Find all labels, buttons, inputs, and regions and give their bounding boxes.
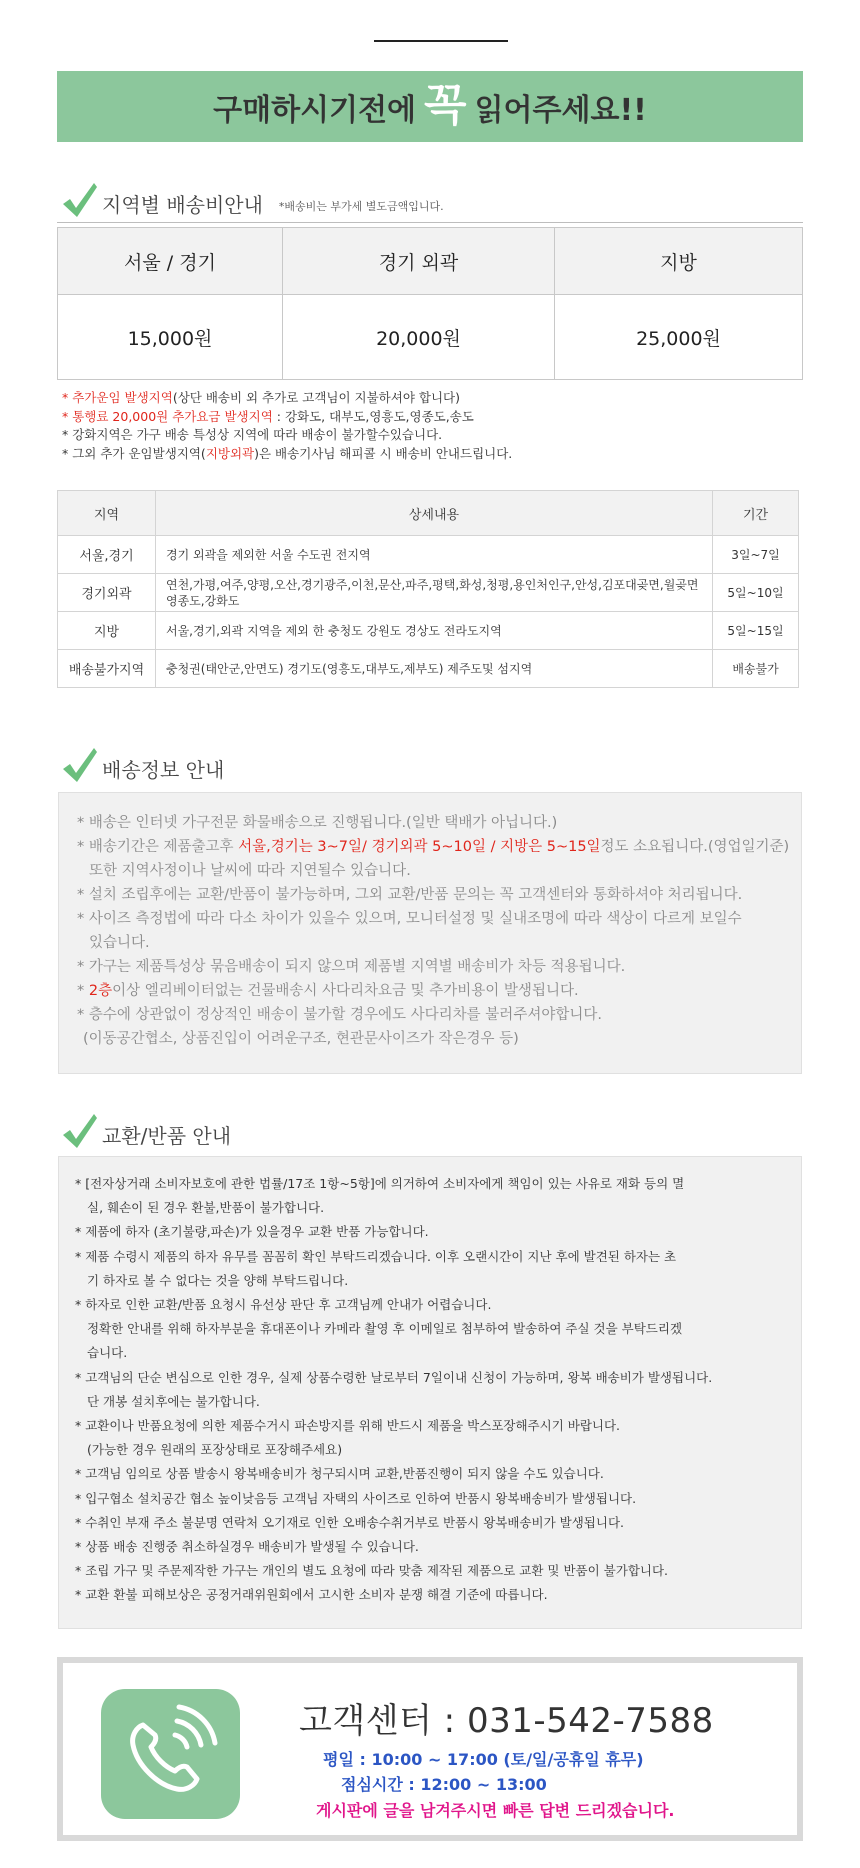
list-item: 습니다. bbox=[87, 1345, 128, 1361]
note-text: (상단 배송비 외 추가로 고객님이 지불하셔야 합니다) bbox=[172, 390, 460, 405]
board-notice: 게시판에 글을 남겨주시면 빠른 답변 드리겠습니다. bbox=[316, 1801, 675, 1820]
header-detail: 상세내용 bbox=[156, 491, 713, 536]
return-info-box bbox=[58, 1156, 802, 1629]
list-item: * 층수에 상관없이 정상적인 배송이 불가할 경우에도 사다리차를 불러주셔야합니다. bbox=[77, 1007, 602, 1023]
list-item: 정확한 안내를 위해 하자부분을 휴대폰이나 카메라 촬영 후 이메일로 첨부하여 발송하여 주실 것을 부탁드리겠 bbox=[87, 1321, 683, 1337]
fee-header-row bbox=[58, 228, 802, 294]
list-item: * 고객님 임의로 상품 발송시 왕복배송비가 청구되시며 교환,반품진행이 되지 않을 수도 있습니다. bbox=[75, 1466, 604, 1482]
list-item: * [전자상거래 소비자보호에 관한 법률/17조 1항~5항]에 의거하여 소비자에게 책임이 있는 사유로 재화 등의 멸 bbox=[75, 1176, 685, 1191]
note-text: : 강화도, 대부도,영흥도,영종도,송도 bbox=[272, 408, 474, 424]
area-table-header bbox=[58, 491, 799, 536]
shipping-fee-table bbox=[57, 227, 803, 380]
row-detail: 연천,가평,여주,양평,오산,경기광주,이천,문산,파주,평택,화성,청평,용인처인구,안성,김포대곶면,월곶면 영종도,강화도 bbox=[156, 574, 713, 612]
shipping-notes bbox=[62, 389, 802, 463]
list-item: * 배송은 인터넷 가구전문 화물배송으로 진행됩니다.(일반 택배가 아닙니다.) bbox=[77, 815, 558, 831]
row-region: 지방 bbox=[58, 612, 156, 650]
list-item: (가능한 경우 원래의 포장상태로 포장해주세요) bbox=[87, 1442, 343, 1458]
fee-value-row bbox=[58, 294, 802, 379]
fee-region-cell: 경기 외곽 bbox=[283, 228, 555, 294]
list-item: 또한 지역사정이나 날씨에 따라 지연될수 있습니다. bbox=[89, 863, 411, 879]
list-item: * 고객님의 단순 변심으로 인한 경우, 실제 상품수령한 날로부터 7일이내 신청이 가능하며, 왕복 배송비가 발생됩니다. bbox=[75, 1369, 713, 1385]
return-info-heading bbox=[60, 1111, 231, 1151]
shipping-fee-heading bbox=[60, 180, 444, 220]
item-text: 정도 소요됩니다.(영업일기준) bbox=[600, 839, 790, 855]
checkmark-icon bbox=[60, 745, 98, 785]
phone-icon-tile bbox=[101, 1689, 240, 1819]
table-row bbox=[58, 650, 799, 688]
fee-amount-cell: 25,000원 bbox=[636, 327, 721, 350]
note-line: * 강화지역은 가구 배송 특성상 지역에 따라 배송이 불가할수있습니다. bbox=[62, 427, 443, 442]
business-hours: 평일 : 10:00 ~ 17:00 (토/일/공휴일 휴무) bbox=[323, 1750, 644, 1769]
shipping-fee-title: 지역별 배송비안내 bbox=[102, 193, 263, 217]
delivery-info-box bbox=[58, 792, 802, 1074]
note-highlight: * 통행료 20,000원 추가요금 발생지역 bbox=[62, 408, 273, 424]
fee-region-cell: 지방 bbox=[660, 251, 697, 274]
table-row bbox=[58, 574, 799, 612]
banner-text-before: 구매하시기전에 bbox=[213, 92, 417, 128]
delivery-info-heading bbox=[60, 745, 224, 785]
header-period: 기간 bbox=[713, 491, 799, 536]
fee-region-cell: 서울 / 경기 bbox=[58, 228, 283, 294]
list-item: * 제품에 하자 (초기불량,파손)가 있을경우 교환 반품 가능합니다. bbox=[75, 1224, 429, 1240]
list-item: * 교환 환불 피해보상은 공정거래위원회에서 고시한 소비자 분쟁 해결 기준에 따릅니다. bbox=[75, 1587, 548, 1603]
shipping-fee-note: *배송비는 부가세 별도금액입니다. bbox=[278, 200, 444, 213]
customer-center-box bbox=[57, 1657, 803, 1841]
phone-icon bbox=[101, 1689, 240, 1819]
item-text: * 배송기간은 제품출고후 bbox=[77, 839, 239, 855]
list-item: 있습니다. bbox=[89, 935, 150, 951]
banner-text-after: 읽어주세요!! bbox=[474, 92, 647, 128]
row-detail: 충청권(태안군,안면도) 경기도(영흥도,대부도,제부도) 제주도및 섬지역 bbox=[156, 650, 713, 688]
row-detail: 서울,경기,외곽 지역을 제외 한 충청도 강원도 경상도 전라도지역 bbox=[156, 612, 713, 650]
row-period: 3일~7일 bbox=[713, 536, 799, 574]
lunch-hours: 점심시간 : 12:00 ~ 13:00 bbox=[341, 1775, 547, 1794]
header-region: 지역 bbox=[58, 491, 156, 536]
list-item: * 제품 수령시 제품의 하자 유무를 꼼꼼히 확인 부탁드리겠습니다. 이후 오랜시간이 지난 후에 발견된 하자는 초 bbox=[75, 1248, 677, 1264]
note-line bbox=[62, 408, 802, 427]
list-item: * 하자로 인한 교환/반품 요청시 유선상 판단 후 고객님께 안내가 어렵습니다. bbox=[75, 1297, 492, 1313]
list-item: * 가구는 제품특성상 묶음배송이 되지 않으며 제품별 지역별 배송비가 차등 적용됩니다. bbox=[77, 959, 626, 975]
note-line bbox=[62, 389, 802, 408]
list-item bbox=[77, 979, 801, 1003]
note-line bbox=[62, 445, 802, 464]
list-item: * 조립 가구 및 주문제작한 가구는 개인의 별도 요청에 따라 맞춤 제작된 제품으로 교환 및 반품이 불가합니다. bbox=[75, 1563, 669, 1579]
return-info-title: 교환/반품 안내 bbox=[102, 1124, 232, 1148]
list-item: * 상품 배송 진행중 취소하실경우 배송비가 발생될 수 있습니다. bbox=[75, 1539, 419, 1555]
notice-banner bbox=[57, 71, 803, 142]
list-item: * 교환이나 반품요청에 의한 제품수거시 파손방지를 위해 반드시 제품을 박스포장해주시기 바랍니다. bbox=[75, 1418, 621, 1434]
list-item: * 설치 조립후에는 교환/반품이 불가능하며, 그외 교환/반품 문의는 꼭 고객센터와 통화하셔야 처리됩니다. bbox=[77, 887, 743, 903]
note-text: * 그외 추가 운임발생지역( bbox=[62, 445, 206, 461]
row-detail: 경기 외곽을 제외한 서울 수도권 전지역 bbox=[156, 536, 713, 574]
item-text: * bbox=[77, 983, 89, 999]
row-period: 배송불가 bbox=[713, 650, 799, 688]
section-divider bbox=[57, 222, 803, 223]
note-highlight: 지방외곽 bbox=[205, 445, 255, 461]
list-item: * 수취인 부재 주소 불분명 연락처 오기재로 인한 오배송수취거부로 반품시 왕복배송비가 발생됩니다. bbox=[75, 1514, 625, 1530]
row-region: 서울,경기 bbox=[58, 536, 156, 574]
fee-amount-cell: 15,000원 bbox=[58, 295, 283, 379]
row-period: 5일~15일 bbox=[713, 612, 799, 650]
top-divider bbox=[374, 40, 508, 42]
note-highlight: * 추가운임 발생지역 bbox=[62, 390, 173, 405]
list-item: 기 하자로 볼 수 없다는 것을 양해 부탁드립니다. bbox=[87, 1272, 349, 1288]
delivery-info-title: 배송정보 안내 bbox=[102, 758, 225, 782]
item-text: 이상 엘리베이터없는 건물배송시 사다리차요금 및 추가비용이 발생됩니다. bbox=[112, 983, 579, 999]
delivery-area-table bbox=[57, 490, 799, 688]
item-highlight: 서울,경기는 3~7일/ 경기외곽 5~10일 / 지방은 5~15일 bbox=[238, 839, 601, 855]
list-item: 단 개봉 설치후에는 불가합니다. bbox=[87, 1393, 260, 1409]
table-row bbox=[58, 612, 799, 650]
table-row bbox=[58, 536, 799, 574]
list-item: * 입구협소 설치공간 협소 높이낮음등 고객님 자택의 사이즈로 인하여 반품시 왕복배송비가 발생됩니다. bbox=[75, 1490, 637, 1506]
item-highlight: 2층 bbox=[88, 983, 113, 999]
row-region: 경기외곽 bbox=[58, 574, 156, 612]
row-period: 5일~10일 bbox=[713, 574, 799, 612]
list-item: 실, 훼손이 된 경우 환불,반품이 불가합니다. bbox=[87, 1200, 325, 1216]
row-region: 배송불가지역 bbox=[58, 650, 156, 688]
checkmark-icon bbox=[60, 1111, 98, 1151]
fee-amount-cell: 20,000원 bbox=[283, 295, 555, 379]
list-item: (이동공간협소, 상품진입이 어려운구조, 현관문사이즈가 작은경우 등) bbox=[83, 1031, 519, 1047]
list-item: * 사이즈 측정법에 따라 다소 차이가 있을수 있으며, 모니터설정 및 실내조명에 따라 색상이 다르게 보일수 bbox=[77, 911, 742, 927]
list-item bbox=[77, 835, 801, 859]
checkmark-icon bbox=[60, 180, 98, 220]
banner-emphasis: 꼭 bbox=[424, 79, 467, 131]
customer-center-title: 고객센터 : 031-542-7588 bbox=[299, 1701, 714, 1741]
note-text: )은 배송기사님 해피콜 시 배송비 안내드립니다. bbox=[254, 445, 513, 461]
